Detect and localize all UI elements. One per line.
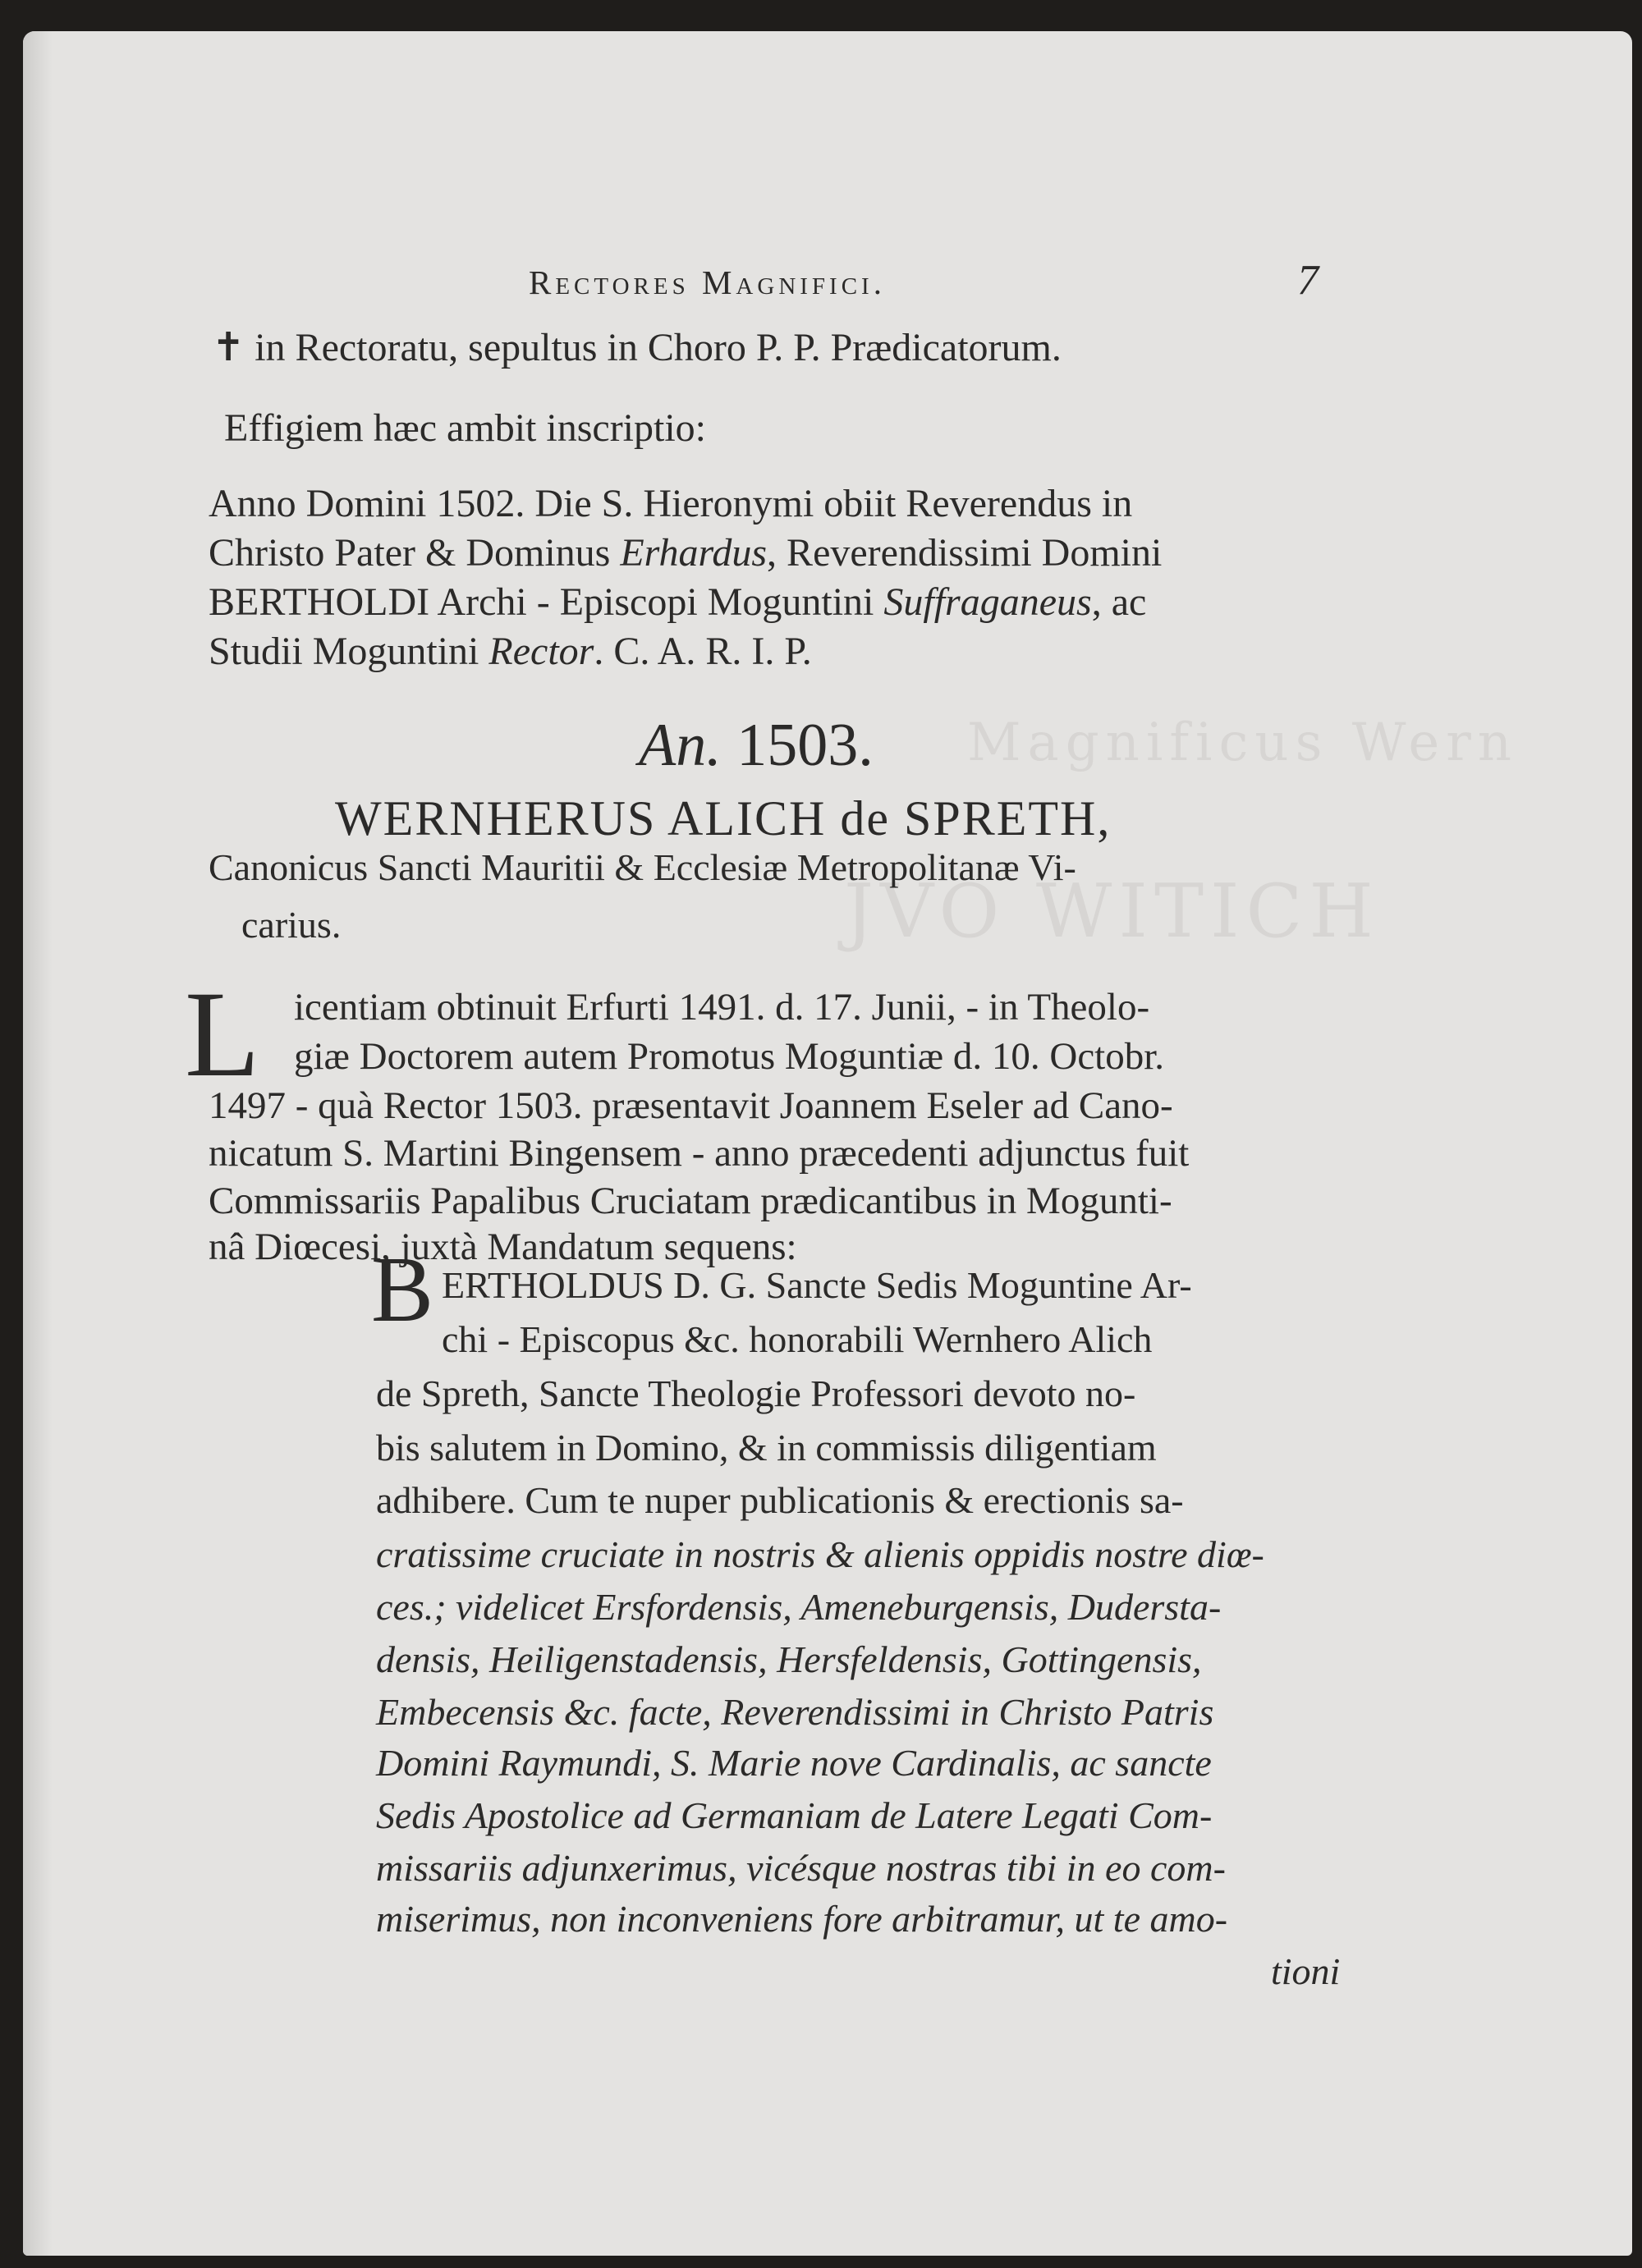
inscription-line: Christo Pater & Dominus Erhardus, Reverendissimi Domini xyxy=(209,531,1163,575)
mandate-line: cratissime cruciate in nostris & alienis oppidis nostre diœ- xyxy=(376,1533,1264,1575)
inscription-line: BERTHOLDI Archi - Episcopi Moguntini Suffraganeus, ac xyxy=(209,580,1147,624)
italic-name: Erhardus xyxy=(620,531,768,575)
bio-line: Commissariis Papalibus Cruciatam prædicantibus in Mogunti- xyxy=(209,1180,1172,1222)
rector-name: WERNHERUS ALICH de SPRETH, xyxy=(335,791,1112,845)
mandate-line: densis, Heiligenstadensis, Hersfeldensis, Gottingensis, xyxy=(376,1638,1202,1680)
italic-title: Rector xyxy=(488,630,594,673)
bio-line: 1497 - quà Rector 1503. præsentavit Joannem Eseler ad Cano- xyxy=(209,1084,1173,1127)
mandate-line: ERTHOLDUS D. G. Sancte Sedis Moguntine Ar- xyxy=(442,1264,1192,1306)
book-page xyxy=(23,31,1632,2256)
bleed-through-text: JVO WITICH xyxy=(844,868,1380,955)
inscription-line: Studii Moguntini Rector. C. A. R. I. P. xyxy=(209,630,812,673)
bio-line: nâ Diœcesi, juxtà Mandatum sequens: xyxy=(209,1226,797,1268)
mandate-line: ces.; videlicet Ersfordensis, Ameneburgensis, Duderstа- xyxy=(376,1586,1222,1628)
mandate-line: missariis adjunxerimus, vicésque nostras tibi in eo com- xyxy=(376,1847,1226,1889)
mandate-line: miserimus, non inconveniens fore arbitramur, ut te amo- xyxy=(376,1898,1228,1940)
drop-initial: B xyxy=(371,1237,434,1341)
bleed-through-text: Magnificus Wern xyxy=(967,712,1518,773)
mandate-line: de Spreth, Sancte Theologie Professori devoto no- xyxy=(376,1372,1136,1414)
text-line: Effigiem hæc ambit inscriptio: xyxy=(224,406,707,450)
bio-line: giæ Doctorem autem Promotus Moguntiæ d. 10. Octobr. xyxy=(294,1035,1165,1078)
page-text xyxy=(23,31,1632,2256)
mandate-line: chi - Episcopus &c. honorabili Wernhero Alich xyxy=(442,1318,1153,1360)
rector-title-line: carius. xyxy=(241,904,342,946)
page-number: 7 xyxy=(1297,257,1319,304)
catchword: tioni xyxy=(1271,1950,1341,1992)
mandate-line: adhibere. Cum te nuper publicationis & erectionis sa- xyxy=(376,1479,1184,1521)
mandate-line: Sedis Apostolice ad Germaniam de Latere Legati Com- xyxy=(376,1794,1213,1836)
inscription-line: Anno Domini 1502. Die S. Hieronymi obiit Reverendus in xyxy=(209,482,1133,525)
bio-line: nicatum S. Martini Bingensem - anno præcedenti adjunctus fuit xyxy=(209,1132,1190,1175)
text-line: ✝ in Rectoratu, sepultus in Choro P. P. Prædicatorum. xyxy=(212,326,1062,369)
running-title: Rectores Magnifici. xyxy=(529,263,886,301)
mandate-line: Embecensis &c. facte, Reverendissimi in Christo Patris xyxy=(376,1691,1214,1733)
drop-initial: L xyxy=(185,966,260,1102)
year-heading: An. 1503. xyxy=(639,712,874,779)
rector-title-line: Canonicus Sancti Mauritii & Ecclesiæ Metropolitanæ Vi- xyxy=(209,846,1076,888)
mandate-line: Domini Raymundi, S. Marie nove Cardinalis, ac sancte xyxy=(376,1742,1212,1784)
italic-title: Suffraganeus xyxy=(883,580,1092,624)
mandate-line: bis salutem in Domino, & in commissis diligentiam xyxy=(376,1427,1157,1468)
bio-line: icentiam obtinuit Erfurti 1491. d. 17. Junii, - in Theolo- xyxy=(294,986,1150,1029)
